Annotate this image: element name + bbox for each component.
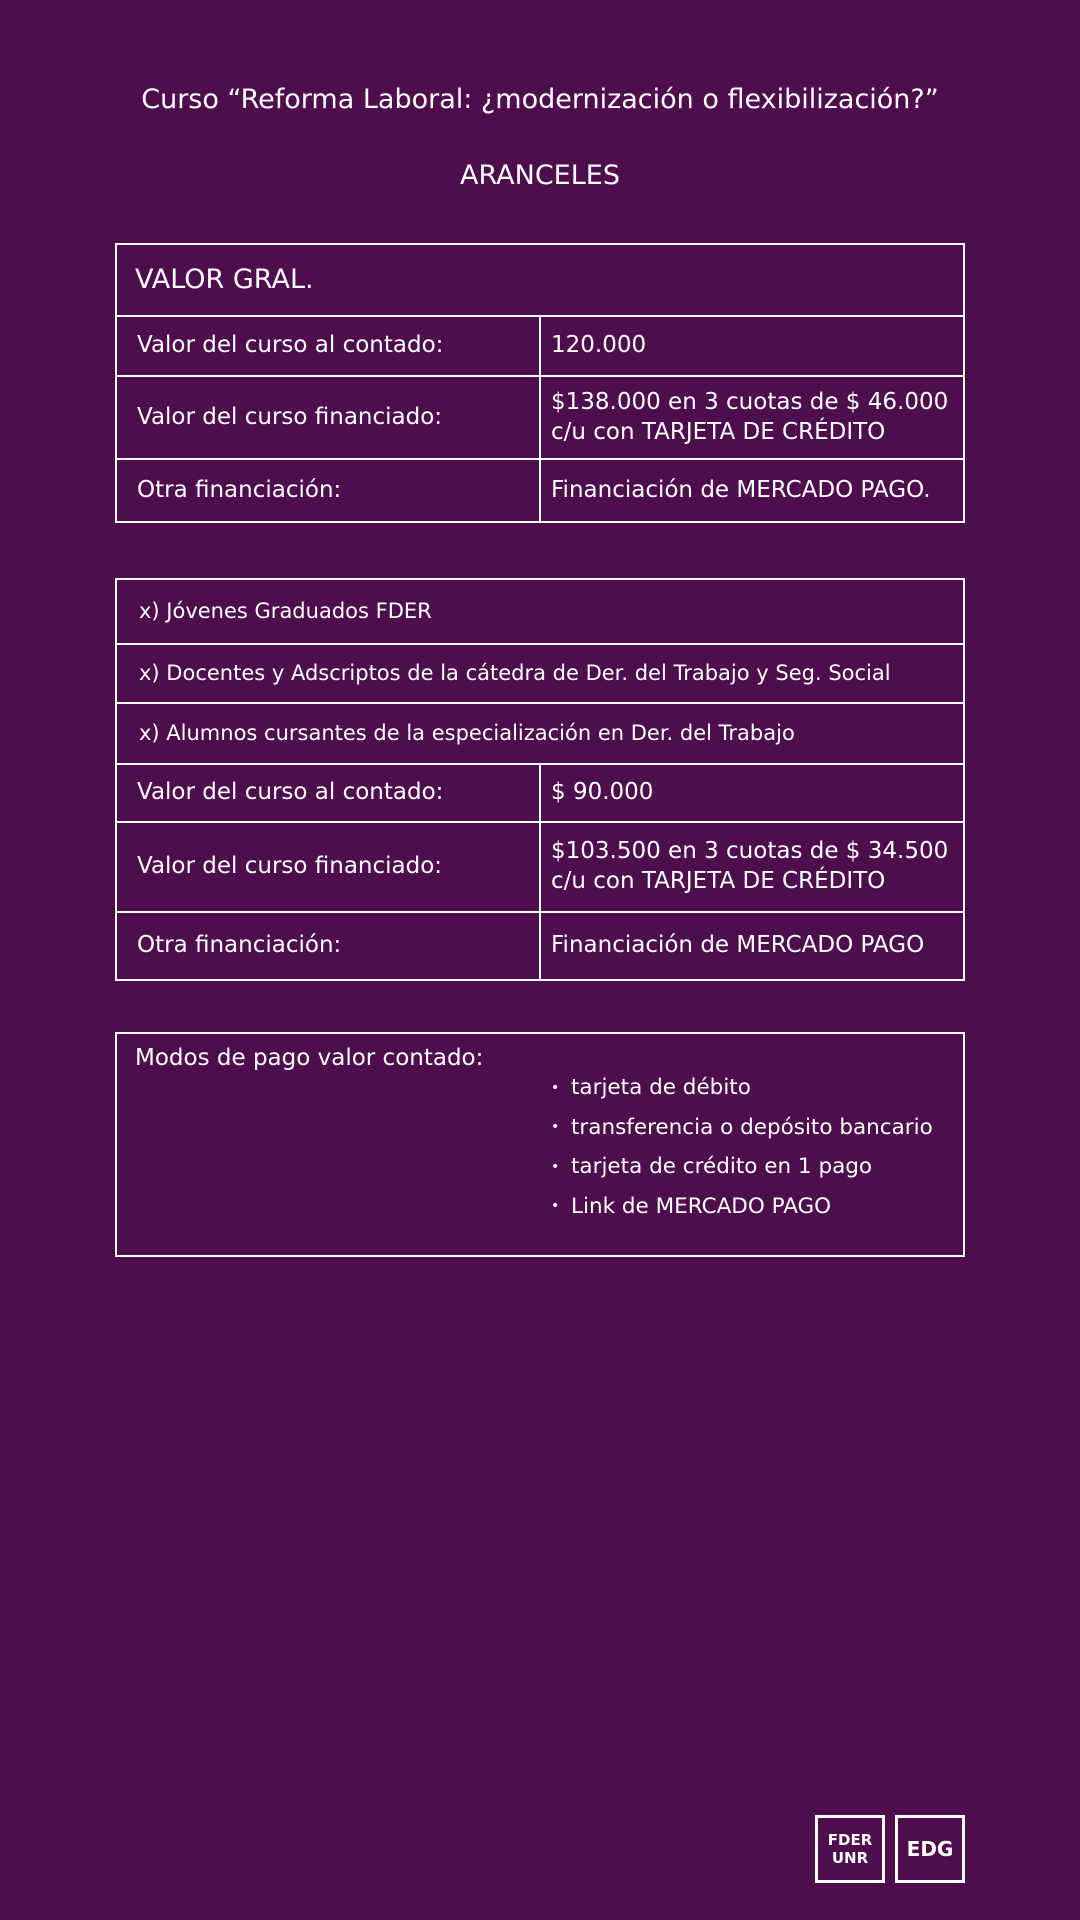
payment-methods-table [115,1032,965,1257]
payment-label: Modos de pago valor contado: [116,1033,541,1256]
category-graduates: x) Jóvenes Graduados FDER [116,579,964,644]
financed-price-value: $138.000 en 3 cuotas de $ 46.000 c/u con TARJETA DE CRÉDITO [540,376,964,459]
payment-methods-cell [541,1033,964,1256]
cash-price-label: Valor del curso al contado: [116,764,540,822]
section-title: ARANCELES [460,160,620,191]
category-students: x) Alumnos cursantes de la especialización en Der. del Trabajo [116,703,964,764]
payment-method: transferencia o depósito bancario [571,1114,933,1140]
logo-text-unr: UNR [831,1849,869,1867]
page-title: Curso “Reforma Laboral: ¿modernización o flexibilización?” [141,84,939,115]
other-financing-value: Financiación de MERCADO PAGO. [540,459,964,522]
other-financing-label: Otra financiación: [116,459,540,522]
edg-logo [895,1815,965,1883]
table-row [116,376,964,459]
table-row [116,822,964,912]
table-row [116,316,964,376]
bullet-icon: • [551,1198,560,1214]
financed-price-label: Valor del curso financiado: [116,376,540,459]
logo-text-edg: EDG [906,1837,954,1861]
list-item [551,1147,945,1187]
cash-price-label: Valor del curso al contado: [116,316,540,376]
table-row [116,459,964,522]
payment-method: Link de MERCADO PAGO [571,1193,832,1219]
financed-price-value: $103.500 en 3 cuotas de $ 34.500 c/u con TARJETA DE CRÉDITO [540,822,964,912]
other-financing-value: Financiación de MERCADO PAGO [540,912,964,980]
list-item [551,1068,945,1108]
category-row [116,703,964,764]
bullet-icon: • [551,1119,560,1135]
reduced-price-table [115,578,965,981]
general-heading: VALOR GRAL. [116,244,964,316]
payment-method: tarjeta de crédito en 1 pago [571,1154,873,1179]
list-item [551,1108,945,1148]
bullet-icon: • [551,1158,560,1175]
general-price-table [115,243,965,523]
bullet-icon: • [551,1079,560,1096]
cash-price-value: 120.000 [540,316,964,376]
cash-price-value: $ 90.000 [540,764,964,822]
category-row [116,644,964,703]
financed-price-label: Valor del curso financiado: [116,822,540,912]
logo-text-fder: FDER [827,1831,873,1849]
fder-unr-logo [815,1815,885,1883]
table-header-row [116,244,964,316]
category-teachers: x) Docentes y Adscriptos de la cátedra de Der. del Trabajo y Seg. Social [116,644,964,703]
list-item [551,1187,945,1227]
payment-methods-list [551,1068,945,1226]
category-row [116,579,964,644]
table-row [116,764,964,822]
payment-method: tarjeta de débito [571,1075,751,1100]
payment-row [116,1033,964,1256]
other-financing-label: Otra financiación: [116,912,540,980]
table-row [116,912,964,980]
